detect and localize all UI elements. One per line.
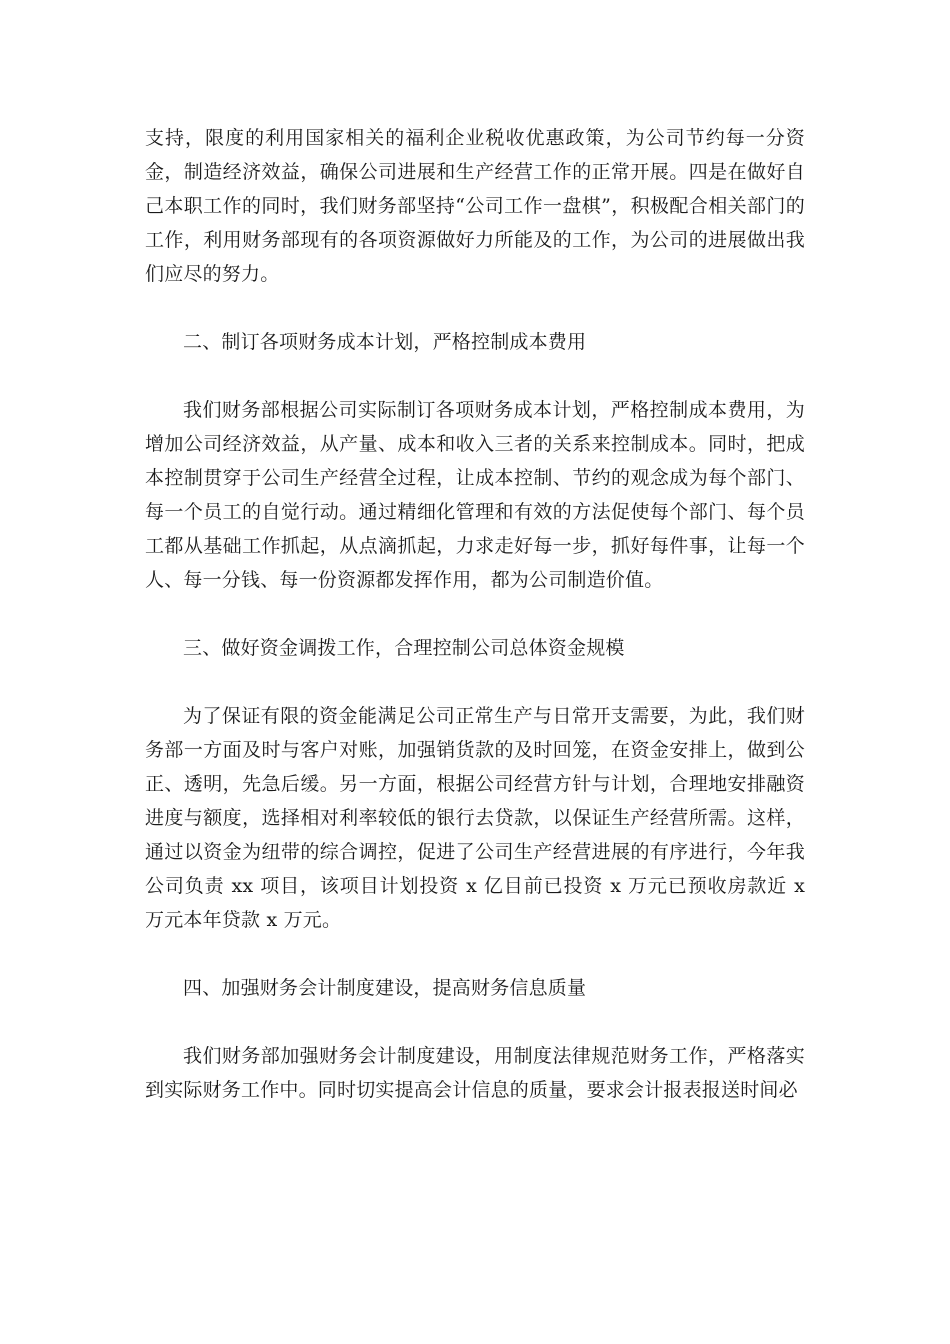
paragraph-gap [145,1005,805,1039]
document-body [145,121,805,1107]
body-paragraph-4: 我们财务部加强财务会计制度建设，用制度法律规范财务工作，严格落实到实际财务工作中。同时切实提高会计信息的质量，要求会计报表报送时间必 [145,1045,805,1101]
paragraph-gap [145,291,805,325]
paragraph-gap [145,665,805,699]
section-heading-3: 三、做好资金调拨工作，合理控制公司总体资金规模 [183,637,625,659]
paragraph-gap [145,359,805,393]
paragraph-gap [145,937,805,971]
paragraph-gap [145,597,805,631]
body-paragraph-1: 支持，限度的利用国家相关的福利企业税收优惠政策，为公司节约每一分资金，制造经济效益，确保公司进展和生产经营工作的正常开展。四是在做好自己本职工作的同时，我们财务部坚持“公司工作一盘棋”，积极配合相关部门的工作，利用财务部现有的各项资源做好力所能及的工作，为公司的进展做出我们应尽的努力。 [145,127,805,285]
body-paragraph-2: 我们财务部根据公司实际制订各项财务成本计划，严格控制成本费用，为增加公司经济效益，从产量、成本和收入三者的关系来控制成本。同时，把成本控制贯穿于公司生产经营全过程，让成本控制、节约的观念成为每个部门、每一个员工的自觉行动。通过精细化管理和有效的方法促使每个部门、每个员工都从基础工作抓起，从点滴抓起，力求走好每一步，抓好每件事，让每一个人、每一分钱、每一份资源都发挥作用，都为公司制造价值。 [145,399,805,591]
section-heading-2: 二、制订各项财务成本计划，严格控制成本费用 [183,331,587,353]
body-paragraph-3: 为了保证有限的资金能满足公司正常生产与日常开支需要，为此，我们财务部一方面及时与客户对账，加强销货款的及时回笼，在资金安排上，做到公正、透明，先急后缓。另一方面，根据公司经营方针与计划，合理地安排融资进度与额度，选择相对利率较低的银行去贷款，以保证生产经营所需。这样，通过以资金为纽带的综合调控，促进了公司生产经营进展的有序进行，今年我公司负责 xx 项目，该项目计划投资 x 亿目前已投资 x 万元已预收房款近 x 万元本年贷款 x 万元。 [145,705,805,931]
section-heading-4: 四、加强财务会计制度建设，提高财务信息质量 [183,977,587,999]
